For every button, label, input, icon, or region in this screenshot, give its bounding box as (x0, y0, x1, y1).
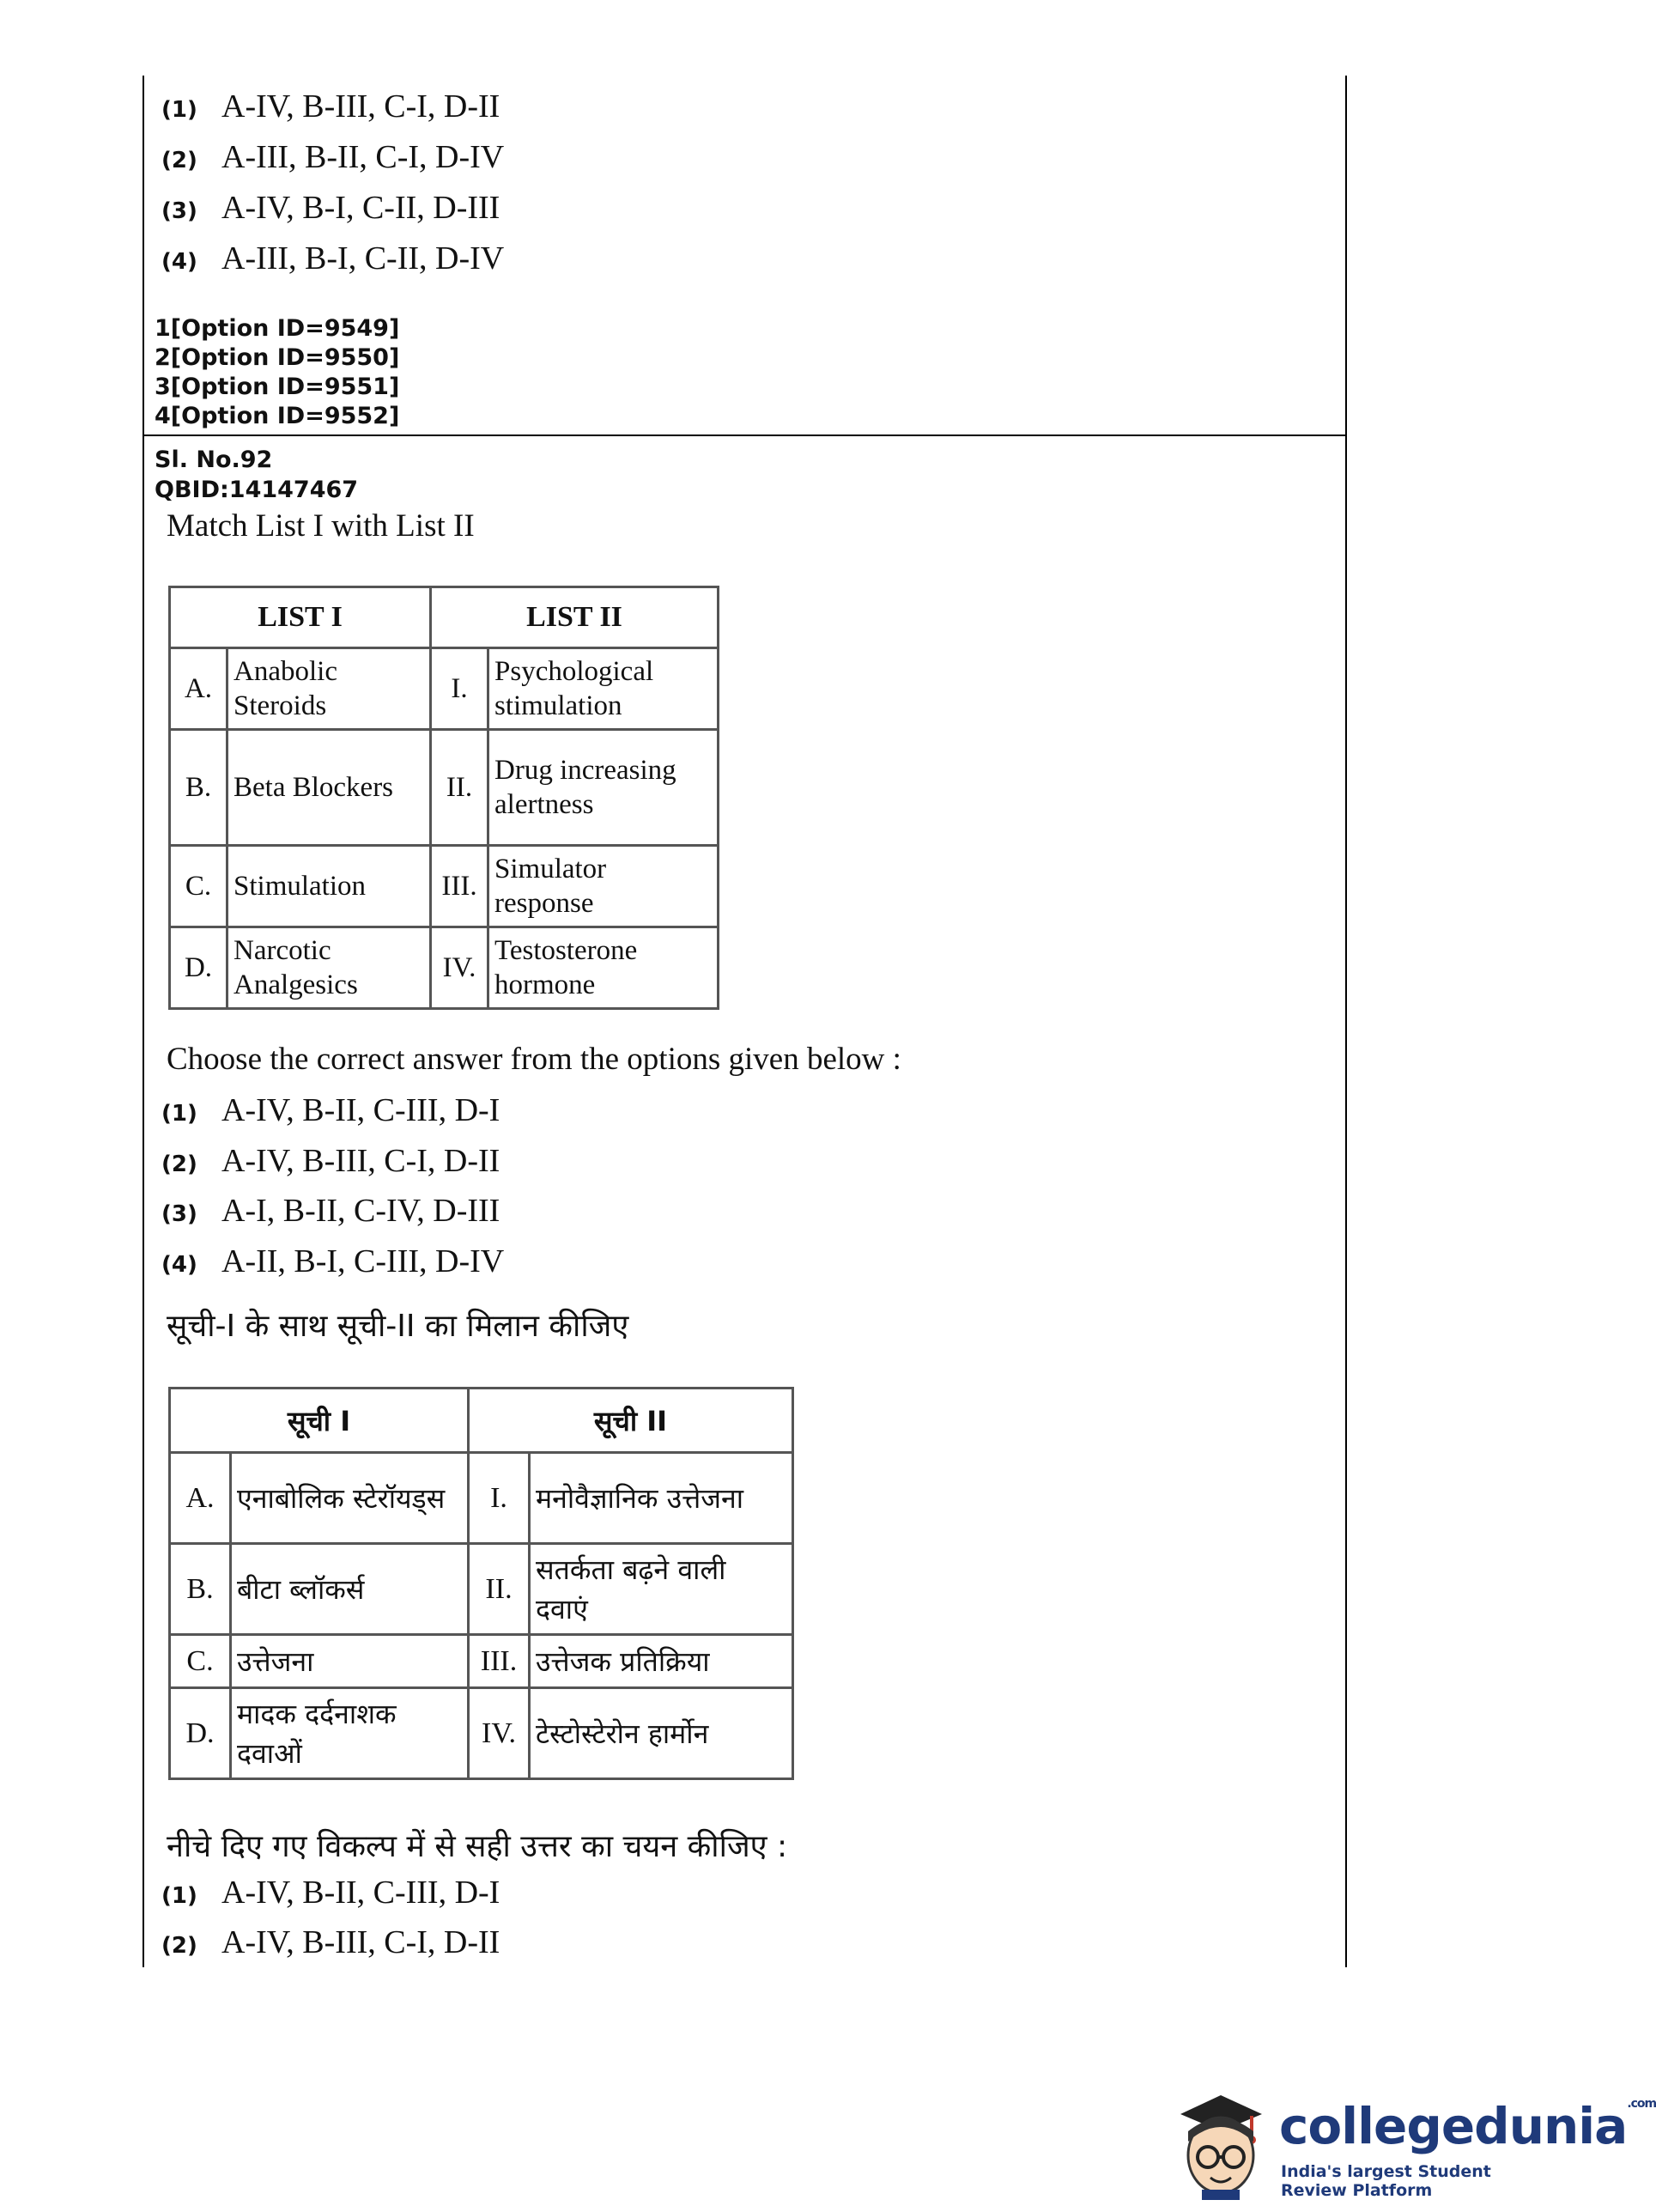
option-en-3: (3) A-I, B-II, C-IV, D-III (161, 1193, 500, 1229)
option-id: 3[Option ID=9551] (155, 374, 400, 400)
option-en-2: (2) A-IV, B-III, C-I, D-II (161, 1143, 500, 1179)
option-en-4: (4) A-II, B-I, C-III, D-IV (161, 1243, 505, 1279)
collegedunia-logo (1168, 2088, 1656, 2200)
list-2-header: LIST II (431, 587, 719, 648)
match-table-hi (168, 1387, 794, 1780)
table-row: B. बीटा ब्लॉकर्स II. सतर्कता बढ़ने वाली दवाएं (170, 1544, 793, 1635)
option-id: 1[Option ID=9549] (155, 315, 400, 342)
table-row: C. Stimulation III. Simulator response (170, 846, 719, 927)
list-1-header-hi: सूची I (170, 1389, 469, 1453)
choose-hi: नीचे दिए गए विकल्प में से सही उत्तर का चयन कीजिए : (167, 1829, 788, 1864)
serial-number: Sl. No.92 (155, 447, 273, 473)
prev-option-4: (4) A-III, B-I, C-II, D-IV (161, 240, 505, 276)
instruction-hi: सूची-I के साथ सूची-II का मिलान कीजिए (167, 1309, 629, 1344)
table-row: D. Narcotic Analgesics IV. Testosterone hormone (170, 927, 719, 1009)
option-id-list (155, 314, 399, 431)
instruction-en: Match List I with List II (167, 508, 475, 544)
brand-name: collegedunia$^{.com}$ (1279, 2097, 1656, 2155)
table-row: D. मादक दर्दनाशक दवाओं IV. टेस्टोस्टेरोन हार्मोन (170, 1688, 793, 1779)
question-frame (143, 76, 1347, 1967)
option-en-1: (1) A-IV, B-II, C-III, D-I (161, 1092, 500, 1128)
qbid: QBID:14147467 (155, 477, 359, 503)
table-row: A. Anabolic Steroids I. Psychological stimulation (170, 648, 719, 730)
table-row: B. Beta Blockers II. Drug increasing alertness (170, 730, 719, 846)
prev-option-1: (1) A-IV, B-III, C-I, D-II (161, 88, 500, 125)
choose-en: Choose the correct answer from the options given below : (167, 1042, 901, 1077)
student-mascot-icon (1168, 2088, 1279, 2200)
option-hi-2: (2) A-IV, B-III, C-I, D-II (161, 1924, 500, 1960)
brand-tagline: India's largest Student Review Platform (1281, 2162, 1491, 2200)
question-divider (144, 434, 1345, 436)
match-table-en (168, 586, 719, 1010)
prev-option-2: (2) A-III, B-II, C-I, D-IV (161, 139, 505, 175)
table-row: A. एनाबोलिक स्टेरॉयड्स I. मनोवैज्ञानिक उत्तेजना (170, 1453, 793, 1544)
option-id: 4[Option ID=9552] (155, 403, 400, 429)
list-2-header-hi: सूची II (469, 1389, 793, 1453)
table-row: C. उत्तेजना III. उत्तेजक प्रतिक्रिया (170, 1635, 793, 1688)
list-1-header: LIST I (170, 587, 431, 648)
option-id: 2[Option ID=9550] (155, 344, 400, 371)
option-hi-1: (1) A-IV, B-II, C-III, D-I (161, 1875, 500, 1911)
prev-option-3: (3) A-IV, B-I, C-II, D-III (161, 190, 500, 226)
